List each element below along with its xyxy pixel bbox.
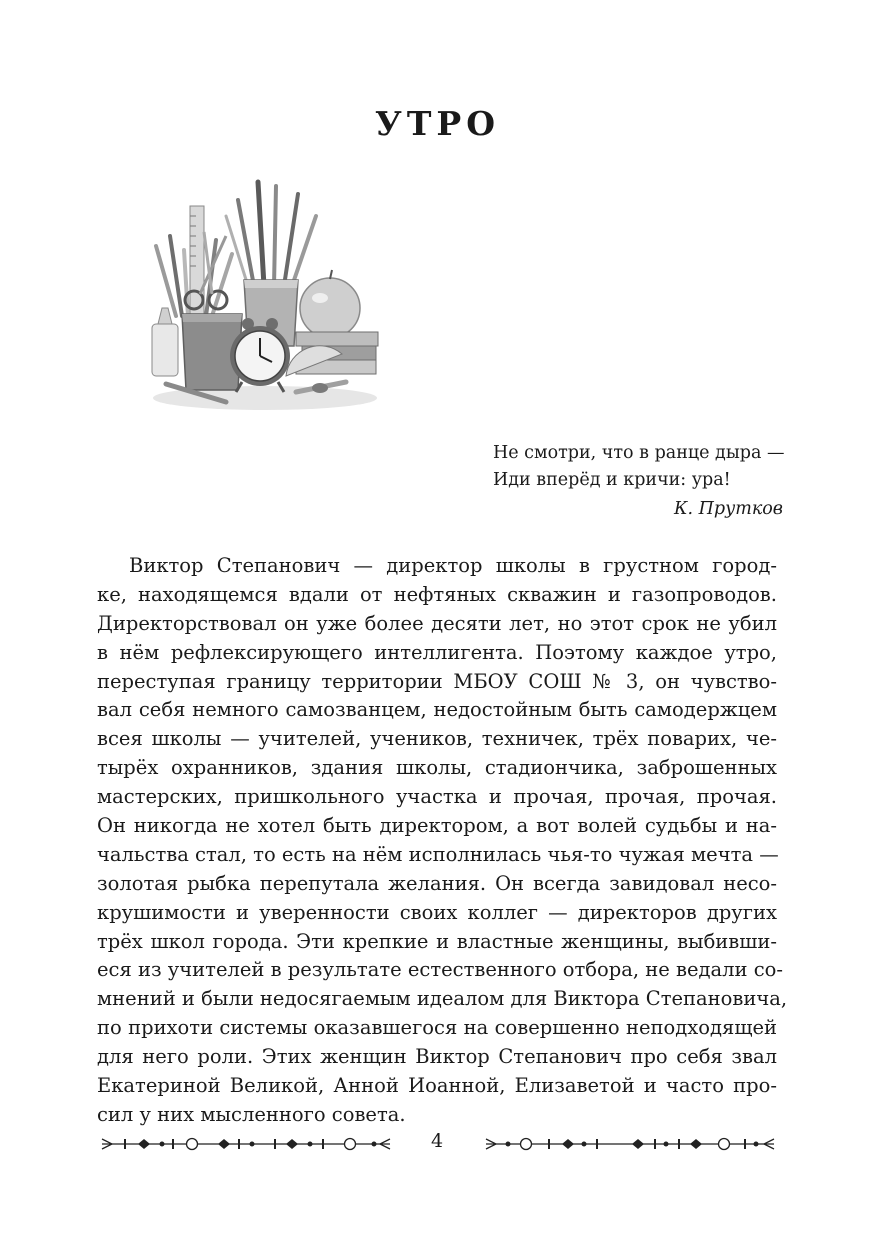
page-footer <box>0 1126 875 1162</box>
text-line: всея школы — учителей, учеников, техничек, трёх поварих, че- <box>97 727 777 751</box>
text-line: в нём рефлексирующего интеллигента. Поэтому каждое утро, <box>97 640 777 664</box>
epigraph-author: К. Прутков <box>673 499 783 519</box>
epigraph <box>493 440 783 523</box>
text-line: мастерских, пришкольного участка и прочая, прочая, прочая. <box>97 785 777 809</box>
text-line: Директорствовал он уже более десяти лет, но этот срок не убил <box>97 611 777 635</box>
decorative-border-ornament-icon <box>484 1136 776 1152</box>
school-supplies-illustration <box>146 176 384 414</box>
main-text <box>97 552 788 1130</box>
text-line: Виктор Степанович — директор школы в грустном город- <box>129 554 777 577</box>
text-line: сил у них мысленного совета. <box>97 1102 406 1126</box>
text-line: вал себя немного самозванцем, недостойным быть самодержцем <box>97 698 777 722</box>
text-line: крушимости и уверенности своих коллег — директоров других <box>97 900 777 924</box>
text-line: Он никогда не хотел быть директором, а вот волей судьбы и на- <box>97 814 777 838</box>
text-line: для него роли. Этих женщин Виктор Степанович про себя звал <box>97 1045 777 1069</box>
text-line: переступая границу территории МБОУ СОШ № 3, он чувство- <box>97 669 777 693</box>
text-line: Екатериной Великой, Анной Иоанной, Елизаветой и часто про- <box>97 1074 777 1098</box>
chapter-title: УТРО <box>375 104 500 143</box>
page-number: 4 <box>430 1130 444 1152</box>
epigraph-line: Иди вперёд и кричи: ура! <box>493 470 731 490</box>
text-line: чальства стал, то есть на нём исполнилась чья-то чужая мечта — <box>97 842 779 866</box>
epigraph-line: Не смотри, что в ранце дыра — <box>493 443 785 463</box>
text-line: ке, находящемся вдали от нефтяных скважин и газопроводов. <box>97 582 777 606</box>
text-line: тырёх охранников, здания школы, стадиончика, заброшенных <box>97 756 777 780</box>
text-line: по прихоти системы оказавшегося на совершенно неподходящей <box>97 1016 777 1040</box>
text-line: мнений и были недосягаемым идеалом для Виктора Степановича, <box>97 987 788 1011</box>
decorative-border-ornament-icon <box>100 1136 392 1152</box>
text-line: еся из учителей в результате естественного отбора, не ведали со- <box>97 958 783 982</box>
text-line: трёх школ города. Эти крепкие и властные женщины, выбивши- <box>97 929 777 953</box>
text-line: золотая рыбка перепутала желания. Он всегда завидовал несо- <box>97 871 777 895</box>
